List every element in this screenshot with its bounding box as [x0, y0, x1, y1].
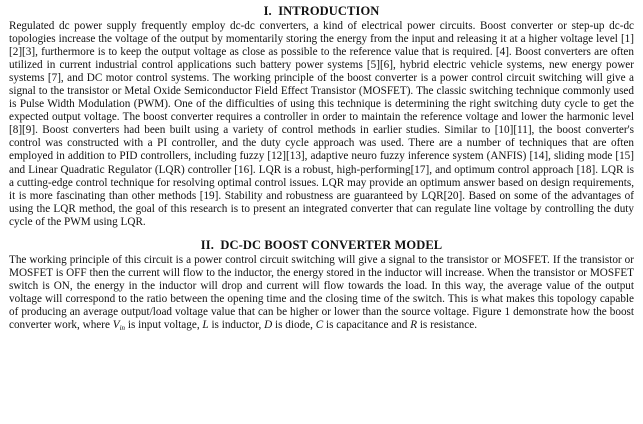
- subscript-in: in: [119, 323, 126, 332]
- variable-r: R: [410, 318, 418, 331]
- paragraph-text: The working principle of this circuit is a power control circuit switching will give a signal to the transistor or MOSFET. If the transistor or MOSFET is OFF then the current will flow to the inductor, the energy stored in the inductor will increase. When the transistor or MOSFET switch is ON, the energy in the inductor will drop and current will flow towards the load. In this way, the average value of the output voltage will correspond to the ratio between the opening time and the closing time of the switch. This is what makes this topology capable of producing an average output/load voltage value that can be higher or lower than the source voltage. Figure 1 demonstrate how the boost converter work, where: [9, 253, 634, 331]
- variable-v: V: [112, 318, 120, 331]
- paragraph-text: is inductor,: [208, 318, 265, 331]
- paragraph-text: is diode,: [272, 318, 316, 331]
- paragraph-text: is input voltage,: [125, 318, 203, 331]
- section-heading-boost-converter-model: II. DC-DC BOOST CONVERTER MODEL: [200, 237, 443, 252]
- variable-c: C: [315, 318, 324, 331]
- variable-v-in: [113, 319, 125, 331]
- paragraph-text: is resistance.: [417, 318, 477, 331]
- variable-l: L: [202, 318, 209, 331]
- boost-converter-model-paragraph: [9, 254, 634, 332]
- paragraph-text: is capacitance and: [323, 318, 411, 331]
- variable-d: D: [264, 318, 273, 331]
- section-heading-introduction: I. INTRODUCTION: [263, 4, 380, 18]
- introduction-paragraph: Regulated dc power supply frequently employ dc-dc converters, a kind of electrical power circuits. Boost converter or step-up dc-dc topologies increase the voltage of the output by momentarily storing the energy from the input and releasing it at a higher voltage level [1][2][3], furthermore is to keep the output voltage as close as possible to the reference value that is required. [4]. Boost converters are often utilized in current industrial control applications such battery power systems [5][6], hybrid electric vehicle systems, new energy power systems [7], and DC motor control systems. The working principle of the boost converter is a power control circuit switching will give a signal to the transistor or Metal Oxide Semiconductor Field Effect Transistor (MOSFET). The classic switching technique commonly used is Pulse Width Modulation (PWM). One of the difficulties of using this technique is determining the right switching duty cycle to get the expected output voltage. The boost converter requires a controller in order to maintain the reference voltage and lower the harmonic level [8][9]. Boost converters had been built using a variety of control methods in earlier studies. Similar to [10][11], the boost converter's control was constructed with a PI controller, and the duty cycle approach was used. There are a number of techniques that are often employed in addition to PID controllers, including fuzzy [12][13], adaptive neuro fuzzy inference system (ANFIS) [14], sliding mode [15] and Linear Quadratic Regulator (LQR) controller [16]. LQR is a robust, high-performing[17], and optimum control approach [18]. LQR is a cutting-edge control technique for resolving optimal control issues. LQR may provide an optimum answer based on design requirements, it is more fascinating than other methods [19]. Stability and robustness are guaranteed by LQR[20]. Based on some of the advantages of using the LQR method, the goal of this research is to present an integrated converter that can regulate line voltage by controlling the duty cycle of the PWM using LQR.: [9, 20, 634, 228]
